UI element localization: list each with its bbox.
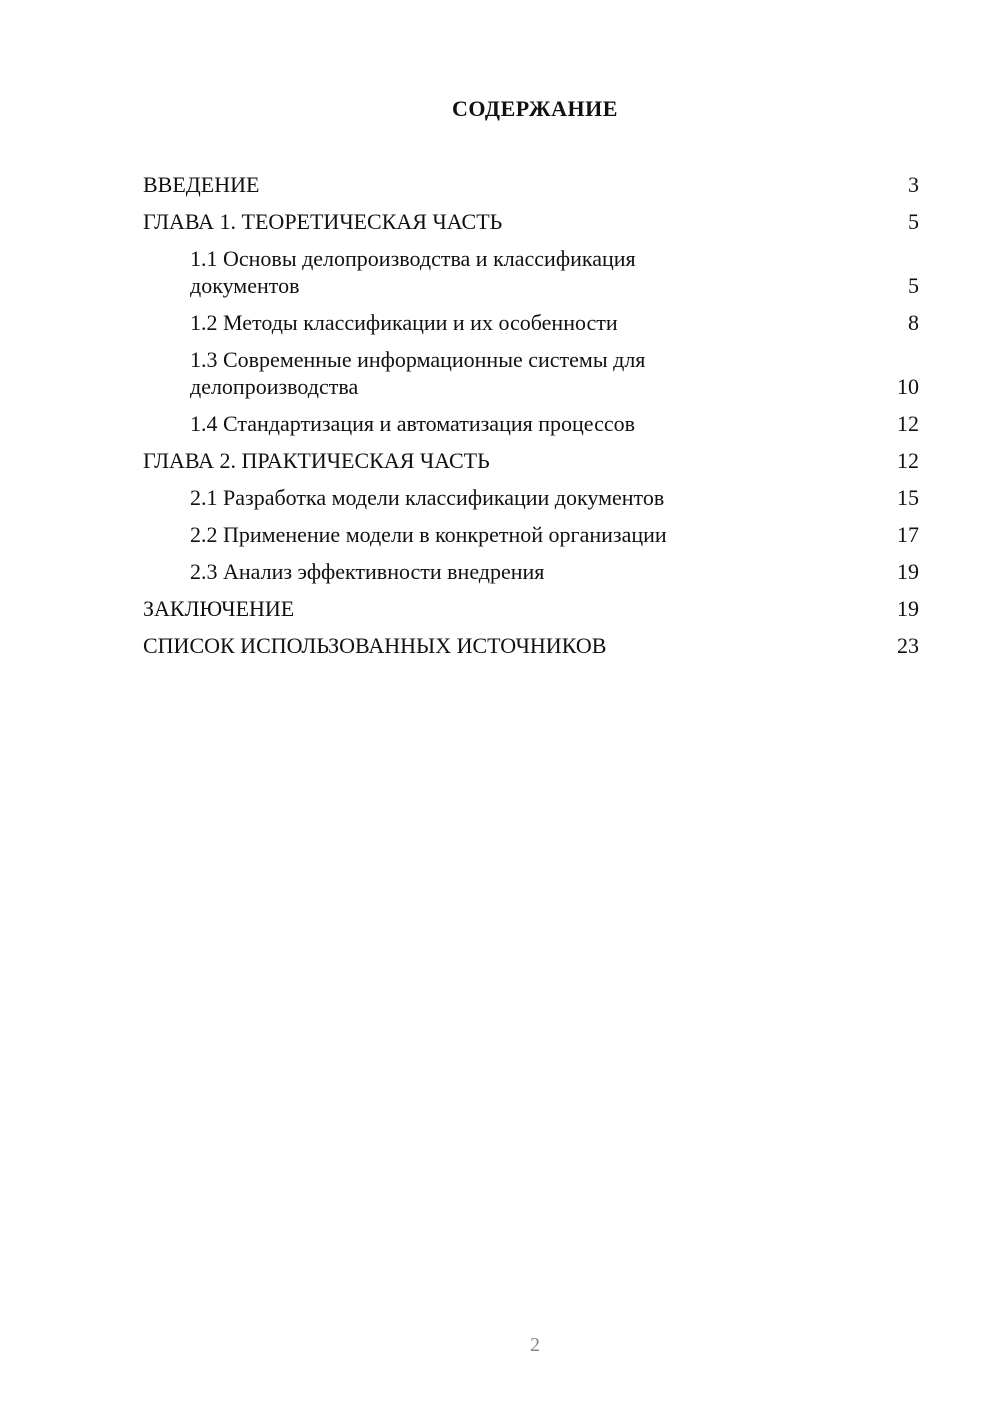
toc-title: СОДЕРЖАНИЕ xyxy=(452,96,618,121)
toc-entry-section-2-1[interactable] xyxy=(143,479,919,516)
toc-entry-section-2-2[interactable] xyxy=(143,516,919,553)
toc-entry-page: 10 xyxy=(897,374,919,399)
toc-entry-introduction[interactable] xyxy=(143,166,919,203)
toc-entry-page: 12 xyxy=(897,448,919,473)
toc-entry-page: 23 xyxy=(897,633,919,658)
toc-entry-chapter-1[interactable] xyxy=(143,203,919,240)
toc-entry-page: 15 xyxy=(897,485,919,510)
toc-entry-label: 1.4 Стандартизация и автоматизация процессов xyxy=(190,411,636,436)
toc-entry-page: 19 xyxy=(897,596,919,621)
toc-entry-label: 1.3 Современные информационные системы для делопроизводства xyxy=(190,347,646,399)
toc-entry-label: ВВЕДЕНИЕ xyxy=(143,172,260,197)
toc-entry-label: 2.3 Анализ эффективности внедрения xyxy=(190,559,545,584)
toc-entry-label: ЗАКЛЮЧЕНИЕ xyxy=(143,596,295,621)
toc-entry-label: 2.1 Разработка модели классификации документов xyxy=(190,485,665,510)
page-number: 2 xyxy=(530,1334,540,1356)
toc-entry-section-1-4[interactable] xyxy=(143,405,919,442)
toc-entry-references[interactable] xyxy=(143,627,919,664)
toc-entry-label: 2.2 Применение модели в конкретной организации xyxy=(190,522,667,547)
toc-entry-section-1-2[interactable] xyxy=(143,304,919,341)
toc-entry-conclusion[interactable] xyxy=(143,590,919,627)
toc-entry-page: 19 xyxy=(897,559,919,584)
toc-entry-page: 17 xyxy=(897,522,919,547)
toc-entry-section-1-3[interactable] xyxy=(143,341,919,405)
toc-entry-label: 1.1 Основы делопроизводства и классификация документов xyxy=(190,246,636,298)
toc-entry-section-1-1[interactable] xyxy=(143,240,919,304)
toc-entry-page: 5 xyxy=(908,273,919,298)
toc-entry-label: СПИСОК ИСПОЛЬЗОВАННЫХ ИСТОЧНИКОВ xyxy=(143,633,607,658)
toc-entry-page: 3 xyxy=(908,172,919,197)
table-of-contents xyxy=(143,166,919,664)
toc-entry-label: ГЛАВА 1. ТЕОРЕТИЧЕСКАЯ ЧАСТЬ xyxy=(143,209,503,234)
toc-entry-page: 8 xyxy=(908,310,919,335)
toc-entry-label: ГЛАВА 2. ПРАКТИЧЕСКАЯ ЧАСТЬ xyxy=(143,448,490,473)
toc-entry-section-2-3[interactable] xyxy=(143,553,919,590)
toc-entry-label: 1.2 Методы классификации и их особенности xyxy=(190,310,618,335)
toc-entry-page: 12 xyxy=(897,411,919,436)
toc-entry-chapter-2[interactable] xyxy=(143,442,919,479)
toc-entry-page: 5 xyxy=(908,209,919,234)
